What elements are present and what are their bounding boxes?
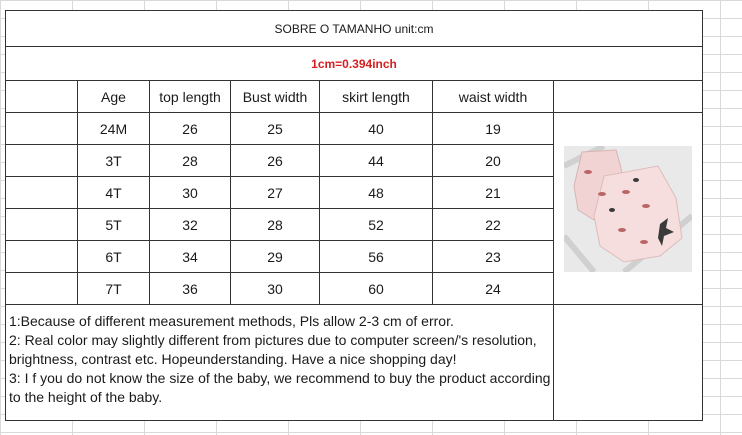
cell-waist-width: 20 — [433, 145, 554, 177]
header-skirt-length: skirt length — [320, 81, 433, 113]
cell-bust-width: 28 — [231, 209, 320, 241]
cell-waist-width: 22 — [433, 209, 554, 241]
empty-cell — [6, 145, 78, 177]
empty-cell — [6, 273, 78, 305]
cell-bust-width: 29 — [231, 241, 320, 273]
notes-cell — [6, 305, 554, 421]
empty-cell — [6, 241, 78, 273]
header-waist-width: waist width — [433, 81, 554, 113]
cell-top-length: 26 — [150, 113, 231, 145]
cell-age: 24M — [78, 113, 150, 145]
cell-waist-width: 21 — [433, 177, 554, 209]
cell-waist-width: 23 — [433, 241, 554, 273]
table-row — [6, 113, 703, 145]
empty-cell — [554, 305, 703, 421]
cell-age: 6T — [78, 241, 150, 273]
cell-bust-width: 30 — [231, 273, 320, 305]
cell-skirt-length: 52 — [320, 209, 433, 241]
cell-top-length: 36 — [150, 273, 231, 305]
header-bust-width: Bust width — [231, 81, 320, 113]
cell-top-length: 32 — [150, 209, 231, 241]
header-row — [6, 81, 703, 113]
header-age: Age — [78, 81, 150, 113]
product-photo-pink-outfit-icon — [564, 146, 692, 272]
header-top-length: top length — [150, 81, 231, 113]
chart-title: SOBRE O TAMANHO unit:cm — [6, 11, 703, 47]
product-image-cell — [554, 113, 703, 305]
cell-skirt-length: 48 — [320, 177, 433, 209]
empty-cell — [6, 177, 78, 209]
note-color-difference: 2: Real color may slightly different from pictures due to computer screen/'s resolution, brightness, contrast etc. Hopeunderstanding. Have a nice shopping day! — [9, 332, 537, 367]
note-size-advice: 3: I f you do not know the size of the baby, we recommend to buy the product according to the height of the baby. — [9, 370, 551, 405]
cell-skirt-length: 60 — [320, 273, 433, 305]
cell-top-length: 30 — [150, 177, 231, 209]
cell-age: 7T — [78, 273, 150, 305]
empty-cell — [554, 81, 703, 113]
cell-skirt-length: 40 — [320, 113, 433, 145]
cell-top-length: 34 — [150, 241, 231, 273]
note-measurement-error: 1:Because of different measurement methods, Pls allow 2-3 cm of error. — [9, 313, 454, 329]
cell-age: 3T — [78, 145, 150, 177]
cell-waist-width: 19 — [433, 113, 554, 145]
size-chart-sheet — [5, 10, 702, 421]
product-photo — [564, 146, 692, 272]
empty-cell — [6, 209, 78, 241]
size-chart-table — [5, 10, 703, 421]
cell-age: 4T — [78, 177, 150, 209]
cell-skirt-length: 44 — [320, 145, 433, 177]
cell-waist-width: 24 — [433, 273, 554, 305]
unit-conversion: 1cm=0.394inch — [6, 47, 703, 81]
empty-cell — [6, 81, 78, 113]
cell-bust-width: 26 — [231, 145, 320, 177]
cell-top-length: 28 — [150, 145, 231, 177]
cell-age: 5T — [78, 209, 150, 241]
cell-bust-width: 25 — [231, 113, 320, 145]
empty-cell — [6, 113, 78, 145]
cell-skirt-length: 56 — [320, 241, 433, 273]
cell-bust-width: 27 — [231, 177, 320, 209]
